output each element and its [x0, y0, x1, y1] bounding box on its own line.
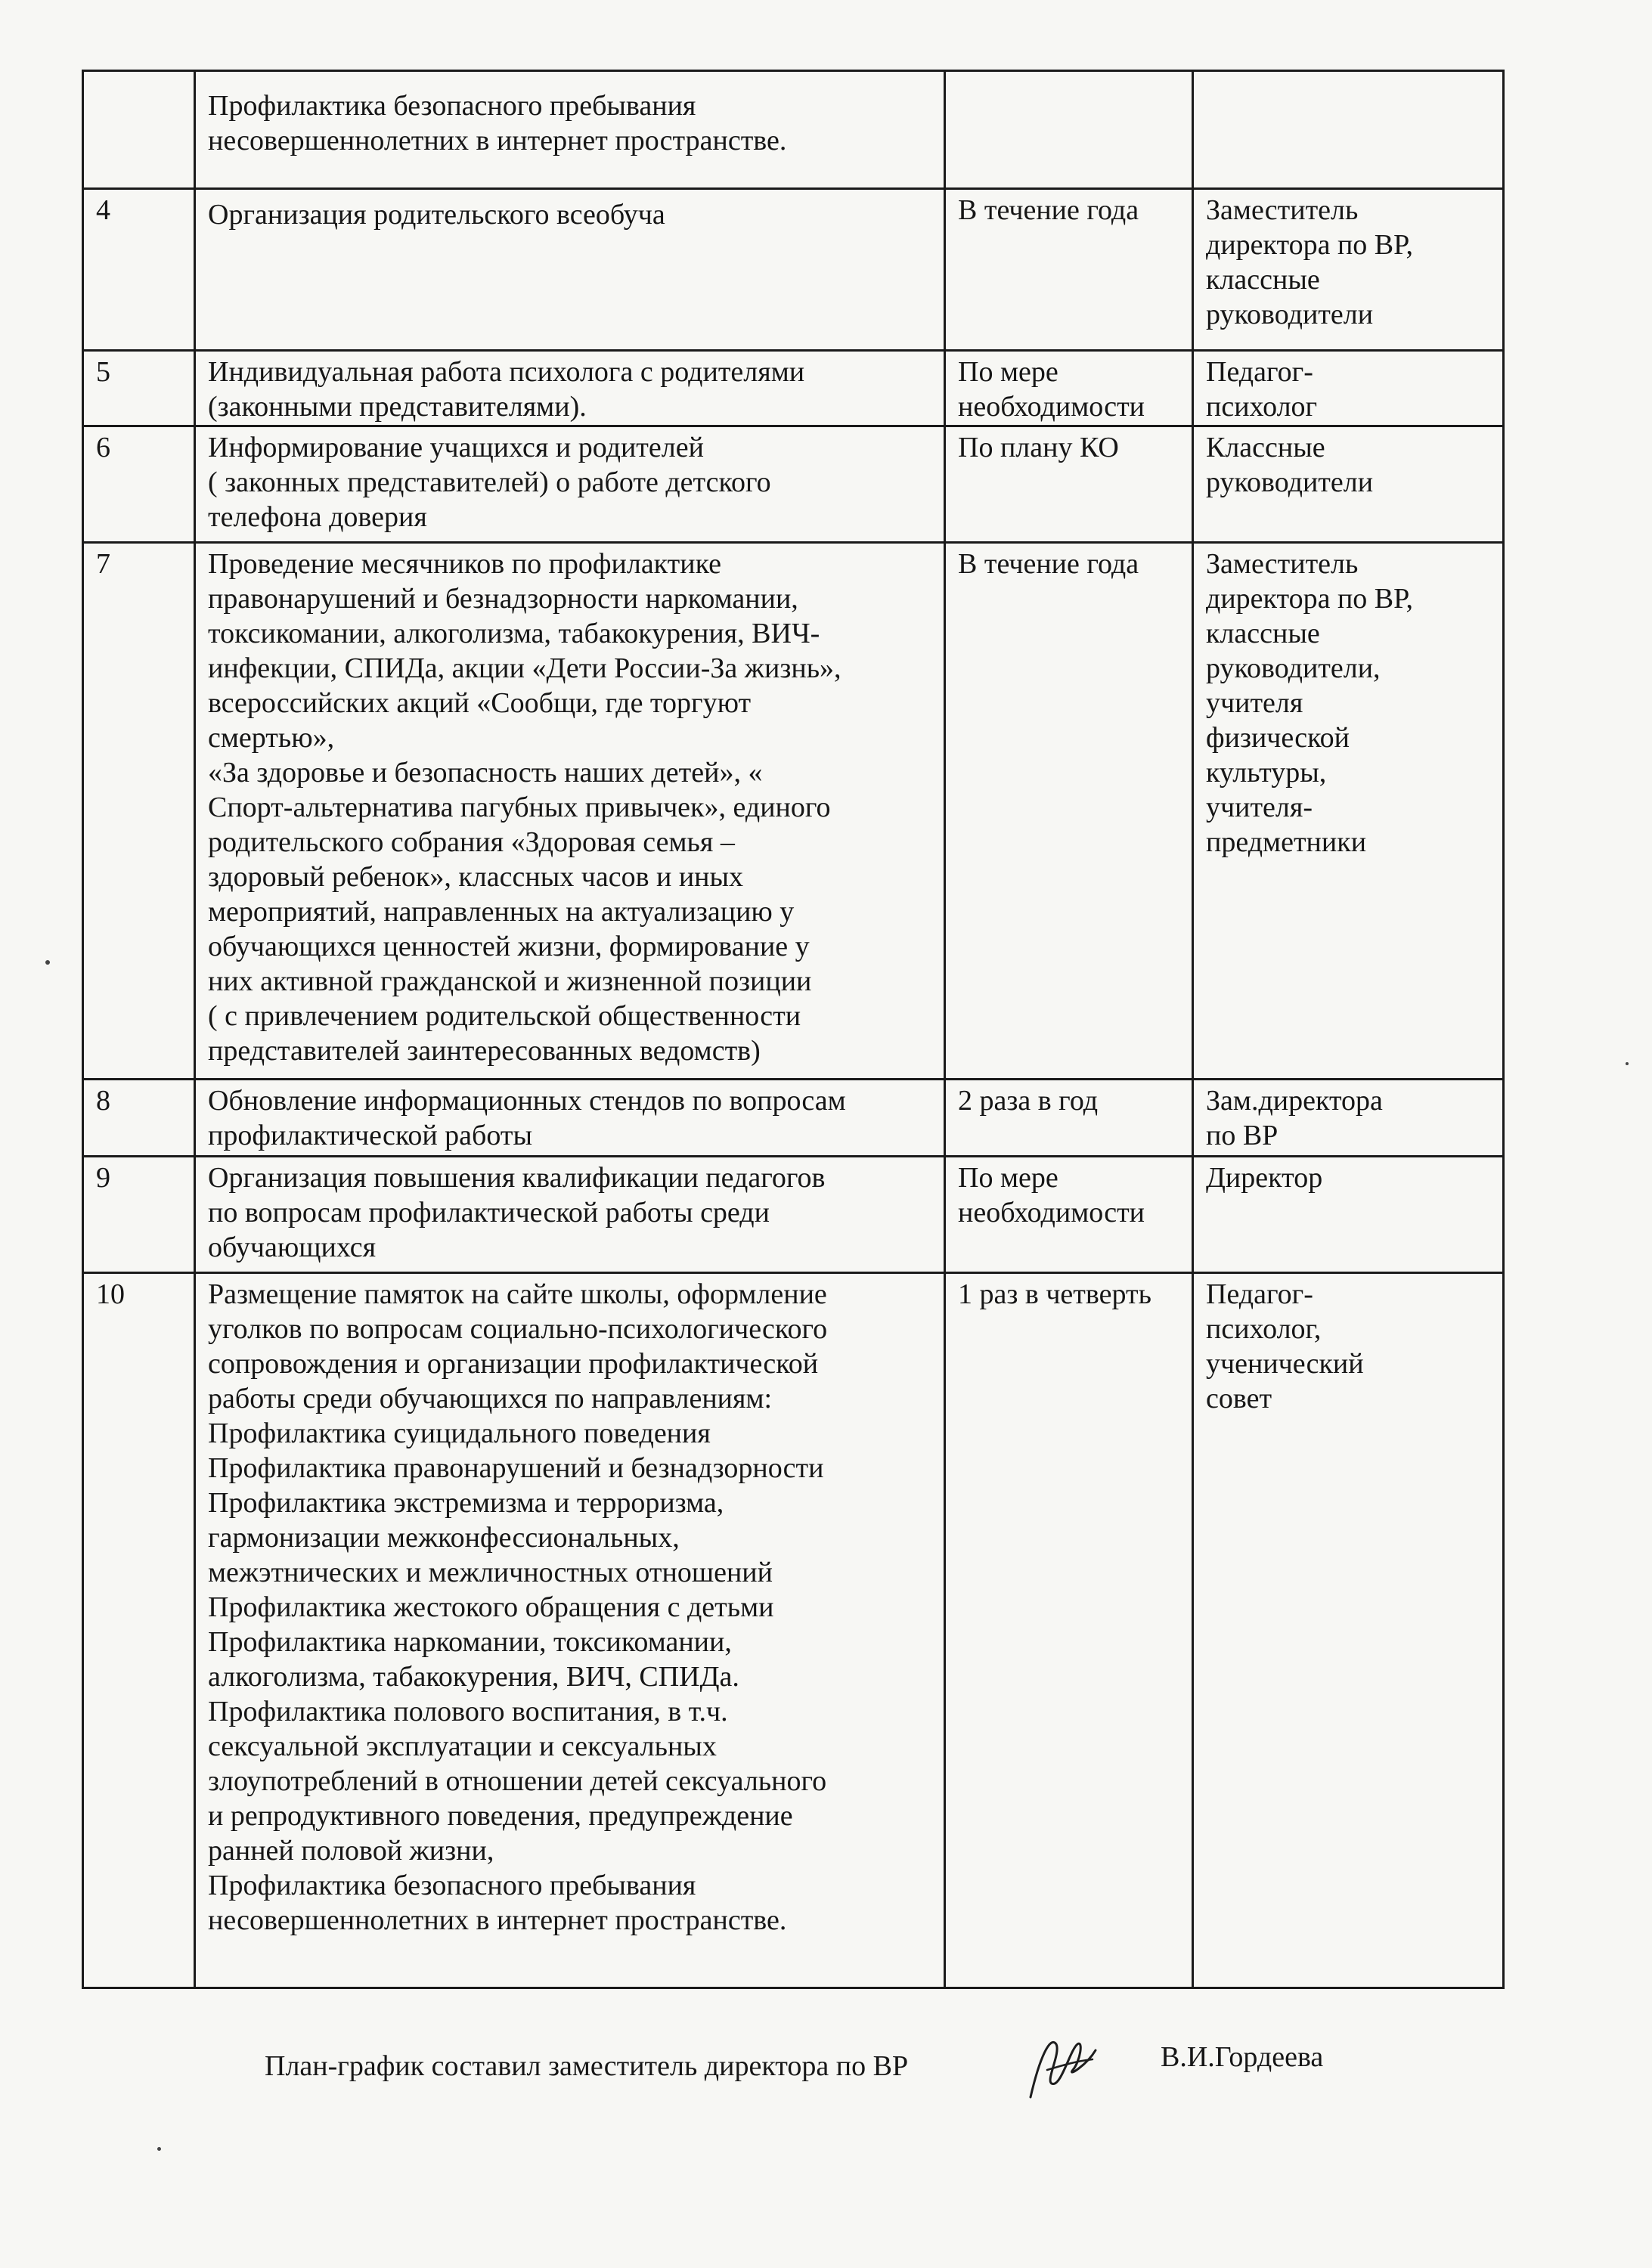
- event-cell: Профилактика безопасного пребывания несовершеннолетних в интернет пространстве.: [195, 71, 945, 189]
- term-cell: По плану КО: [945, 426, 1193, 543]
- responsible-cell: Заместитель директора по ВР, классные руководители, учителя физической культуры, учителя- предметники: [1193, 543, 1504, 1080]
- term-cell: 2 раза в год: [945, 1080, 1193, 1157]
- term-cell: По мере необходимости: [945, 1157, 1193, 1273]
- row-number: 8: [83, 1080, 195, 1157]
- footer-label: План-график составил заместитель директора по ВР: [265, 2050, 909, 2082]
- document-footer: [0, 2041, 1652, 2102]
- table-row: [83, 426, 1504, 543]
- signature-mark: [1017, 2028, 1108, 2111]
- event-cell: Размещение памяток на сайте школы, оформление уголков по вопросам социально-психологического сопровождения и организации профилактической работы среди обучающихся по направлениям: Профилактика суицидального поведения Профилактика правонарушений и безнадзорности Профилактика экстремизма и терроризма, гармонизации межконфессиональных, межэтнических и межличностных отношений Профилактика жестокого обращения с детьми Профилактика наркомании, токсикомании, алкоголизма, табакокурения, ВИЧ, СПИДа. Профилактика полового воспитания, в т.ч. сексуальной эксплуатации и сексуальных злоупотреблений в отношении детей сексуального и репродуктивного поведения, предупреждение ранней половой жизни, Профилактика безопасного пребывания несовершеннолетних в интернет пространстве.: [195, 1273, 945, 1988]
- event-cell: Проведение месячников по профилактике правонарушений и безнадзорности наркомании, токсикомании, алкоголизма, табакокурения, ВИЧ- инфекции, СПИДа, акции «Дети России-За жизнь», всероссийских акций «Сообщи, где торгуют смертью», «За здоровье и безопасность наших детей», « Спорт-альтернатива пагубных привычек», единого родительского собрания «Здоровая семья – здоровый ребенок», классных часов и иных мероприятий, направленных на актуализацию у обучающихся ценностей жизни, формирование у них активной гражданской и жизненной позиции ( с привлечением родительской общественности представителей заинтересованных ведомств): [195, 543, 945, 1080]
- term-cell: [945, 71, 1193, 189]
- term-cell: В течение года: [945, 543, 1193, 1080]
- table-row: [83, 543, 1504, 1080]
- responsible-cell: Педагог- психолог, ученический совет: [1193, 1273, 1504, 1988]
- responsible-cell: Педагог- психолог: [1193, 351, 1504, 426]
- table-row: [83, 189, 1504, 351]
- responsible-cell: Директор: [1193, 1157, 1504, 1273]
- event-cell: Обновление информационных стендов по вопросам профилактической работы: [195, 1080, 945, 1157]
- responsible-cell: Классные руководители: [1193, 426, 1504, 543]
- term-cell: 1 раз в четверть: [945, 1273, 1193, 1988]
- plan-table: [82, 70, 1505, 1989]
- row-number: 5: [83, 351, 195, 426]
- scan-speck: [45, 960, 50, 965]
- row-number: 9: [83, 1157, 195, 1273]
- row-number: 7: [83, 543, 195, 1080]
- table-row: [83, 1080, 1504, 1157]
- responsible-cell: [1193, 71, 1504, 189]
- table-row: [83, 1273, 1504, 1988]
- row-number: 4: [83, 189, 195, 351]
- row-number: [83, 71, 195, 189]
- author-name: В.И.Гордеева: [1161, 2041, 1324, 2073]
- responsible-cell: Заместитель директора по ВР, классные руководители: [1193, 189, 1504, 351]
- term-cell: В течение года: [945, 189, 1193, 351]
- event-cell: Индивидуальная работа психолога с родителями (законными представителями).: [195, 351, 945, 426]
- table-row: [83, 1157, 1504, 1273]
- event-cell: Информирование учащихся и родителей ( законных представителей) о работе детского телефона доверия: [195, 426, 945, 543]
- table-row: [83, 351, 1504, 426]
- scan-speck: [157, 2147, 161, 2151]
- row-number: 10: [83, 1273, 195, 1988]
- term-cell: По мере необходимости: [945, 351, 1193, 426]
- event-cell: Организация повышения квалификации педагогов по вопросам профилактической работы среди обучающихся: [195, 1157, 945, 1273]
- table-row: [83, 71, 1504, 189]
- responsible-cell: Зам.директора по ВР: [1193, 1080, 1504, 1157]
- scan-speck: [1626, 1062, 1629, 1065]
- row-number: 6: [83, 426, 195, 543]
- event-cell: Организация родительского всеобуча: [195, 189, 945, 351]
